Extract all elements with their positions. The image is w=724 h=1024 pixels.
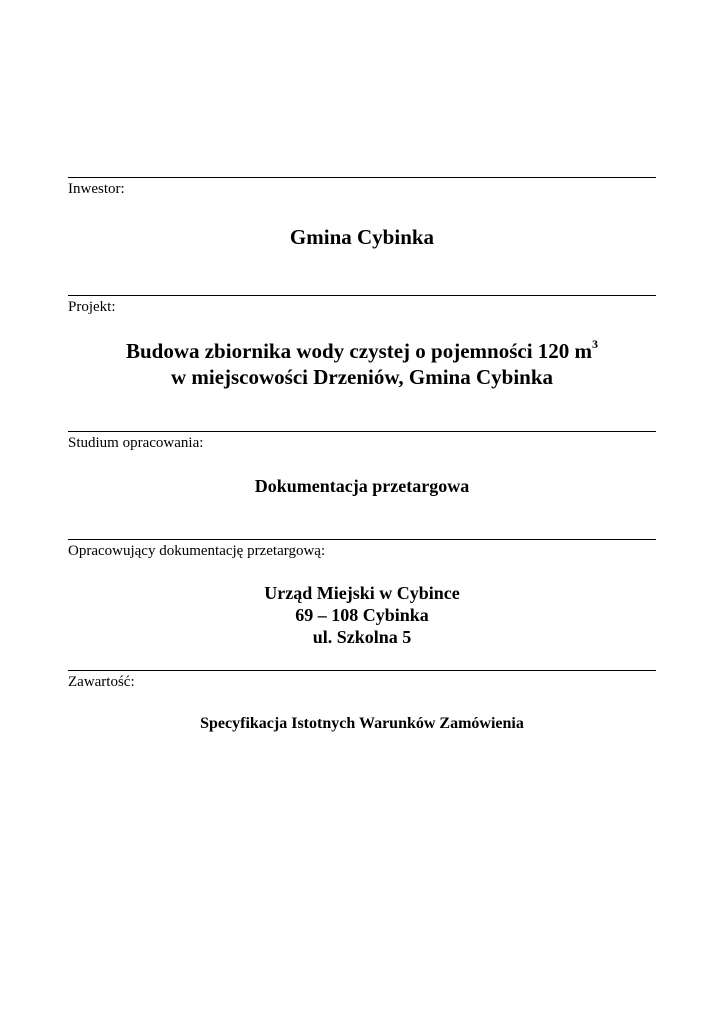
investor-section — [68, 177, 656, 198]
investor-name: Gmina Cybinka — [289, 225, 435, 249]
author-postal-city: 69 – 108 Cybinka — [295, 605, 429, 625]
project-label: Projekt: — [68, 299, 116, 315]
project-title — [68, 338, 656, 390]
stage-section — [68, 431, 656, 452]
author-street: ul. Szkolna 5 — [312, 627, 412, 647]
contents-label: Zawartość: — [68, 674, 135, 690]
divider-line — [68, 539, 656, 540]
stage-value: Dokumentacja przetargowa — [254, 476, 470, 496]
divider-line — [68, 431, 656, 432]
project-section — [68, 295, 656, 316]
project-title-line-2: w miejscowości Drzeniów, Gmina Cybinka — [170, 365, 554, 389]
author-address — [68, 582, 656, 648]
superscript-exponent: 3 — [592, 337, 599, 351]
contents-section — [68, 670, 656, 691]
project-title-text: Budowa zbiornika wody czystej o pojemności 120 m — [125, 339, 593, 363]
author-label: Opracowujący dokumentację przetargową: — [68, 543, 326, 559]
contents-value: Specyfikacja Istotnych Warunków Zamówienia — [200, 715, 524, 732]
divider-line — [68, 177, 656, 178]
author-section — [68, 539, 656, 560]
investor-label: Inwestor: — [68, 181, 125, 197]
divider-line — [68, 295, 656, 296]
project-title-line-1 — [68, 338, 656, 364]
author-name: Urząd Miejski w Cybince — [264, 583, 460, 603]
stage-label: Studium opracowania: — [68, 435, 204, 451]
divider-line — [68, 670, 656, 671]
